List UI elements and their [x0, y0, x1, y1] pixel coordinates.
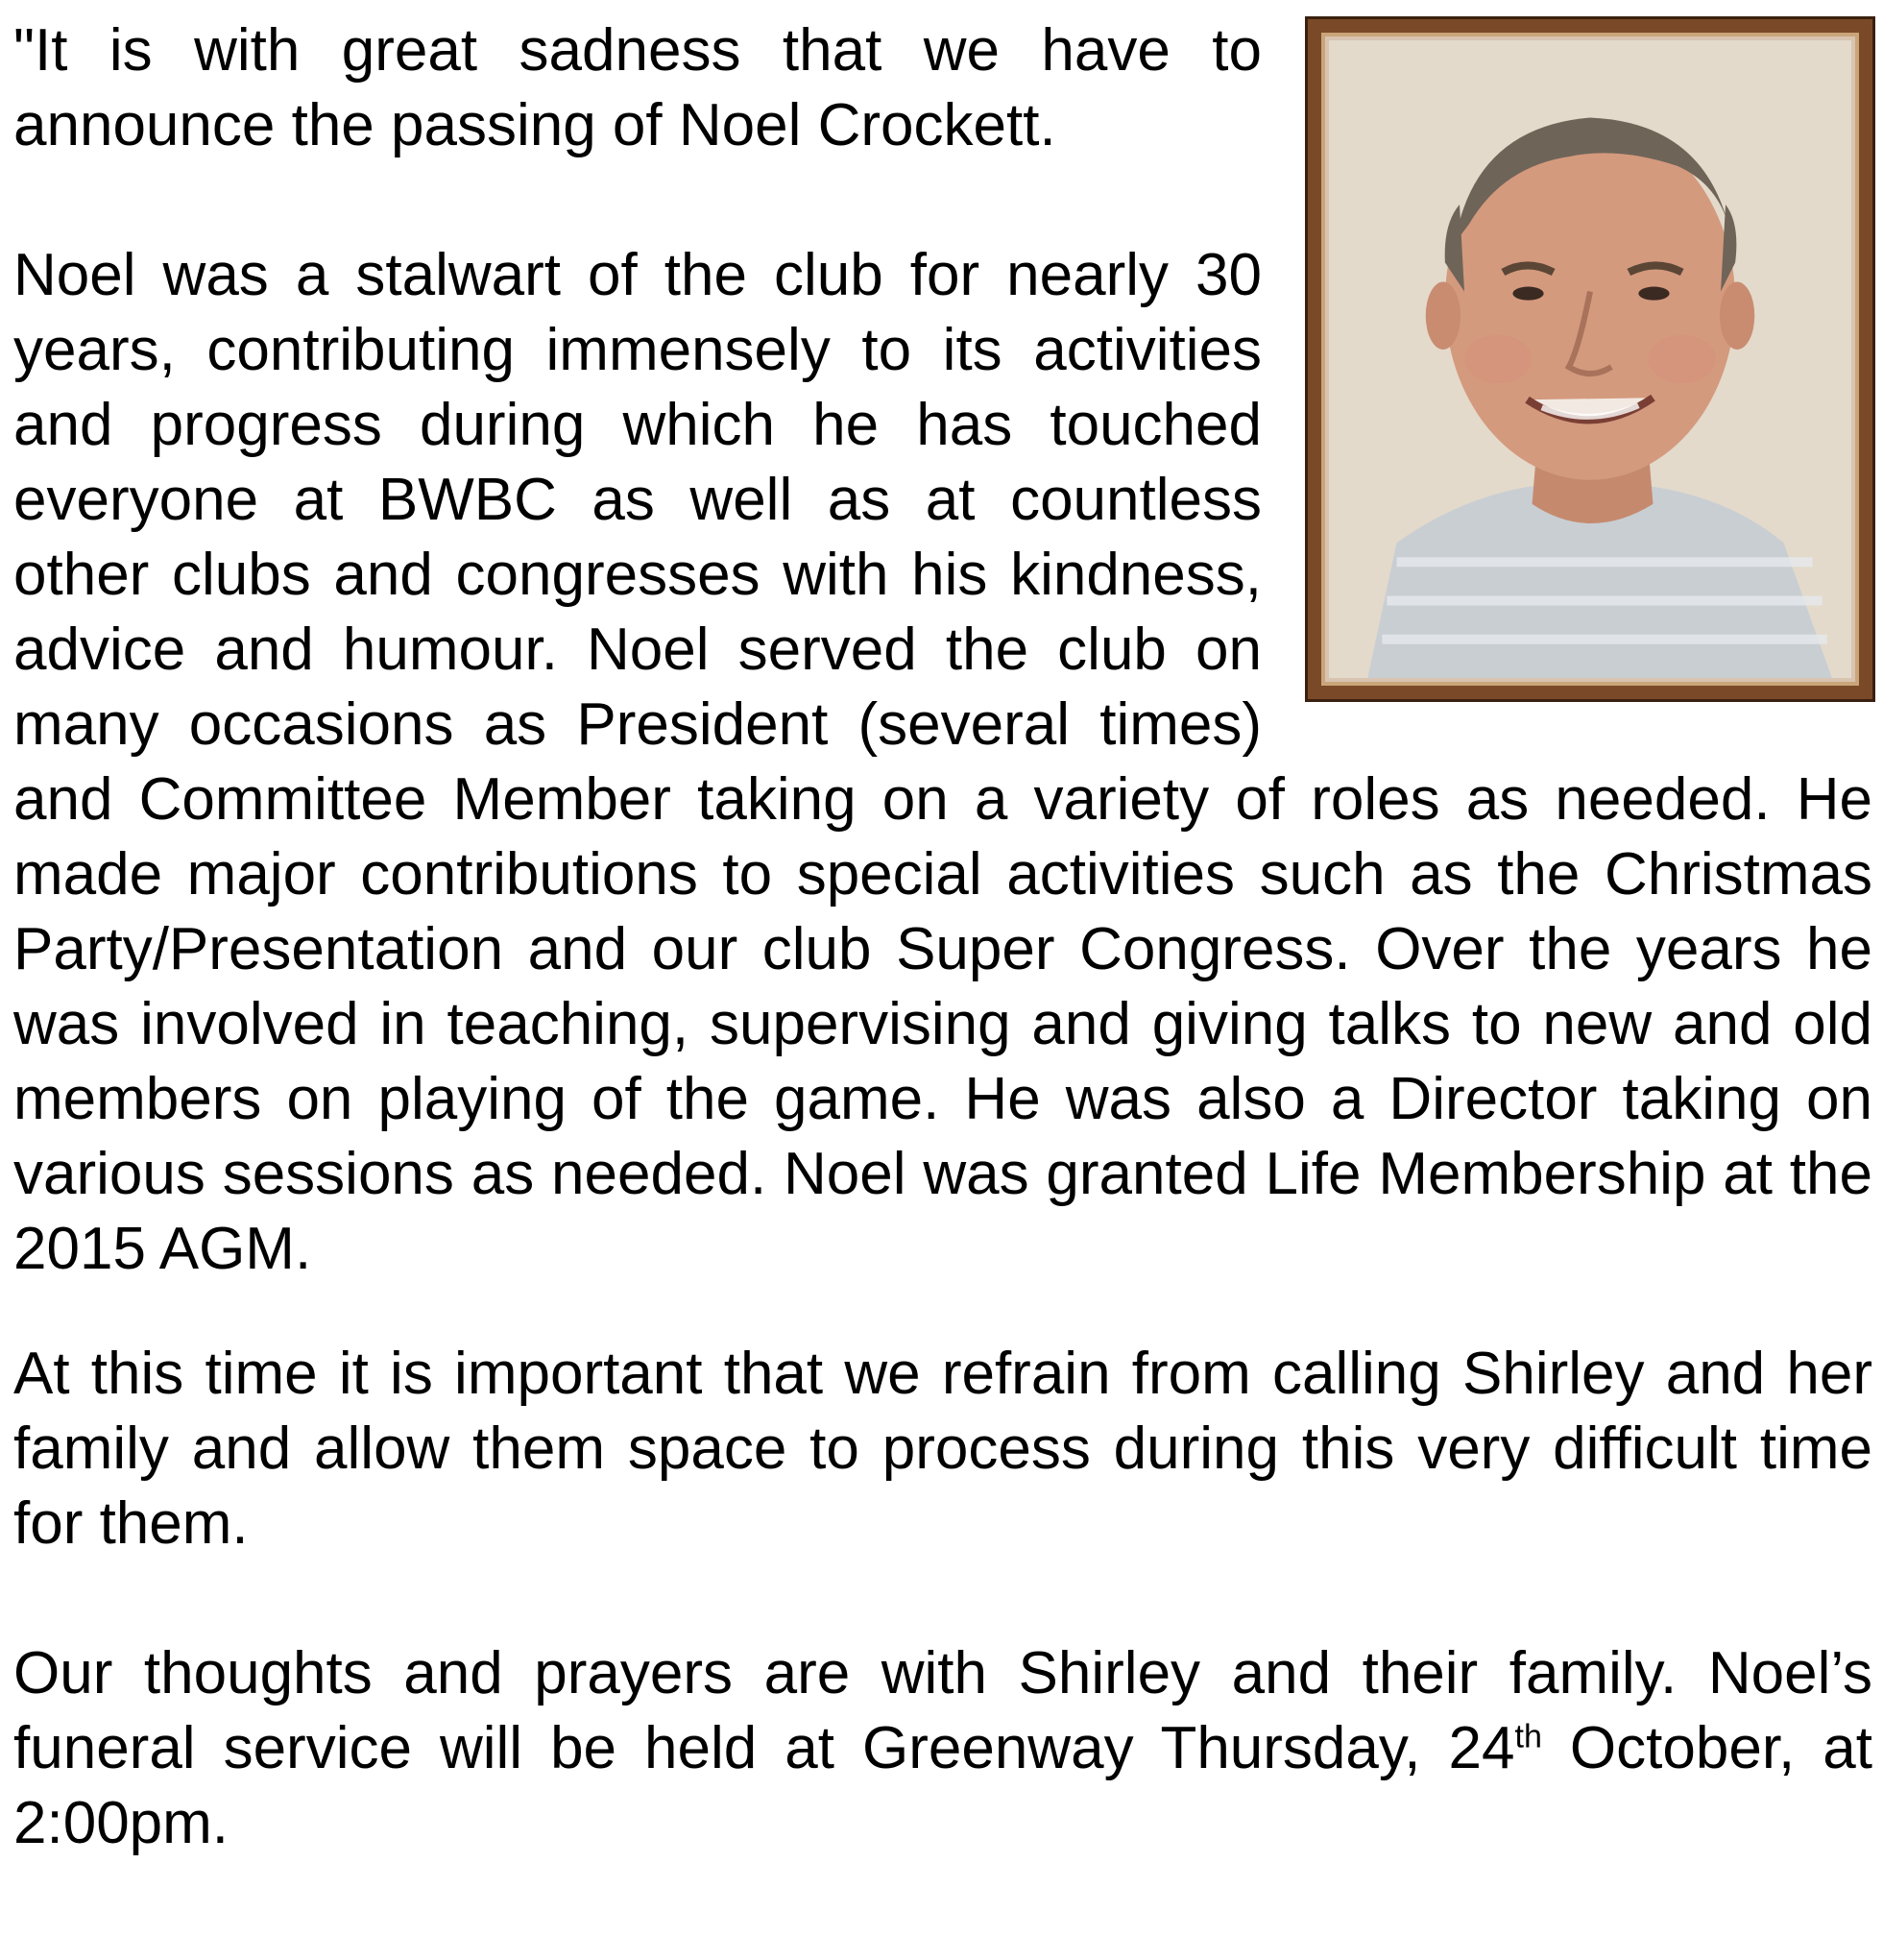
portrait-photo — [1329, 40, 1851, 678]
funeral-paragraph — [13, 1636, 1872, 1861]
funeral-text-start: Our thoughts and prayers are with Shirley and their family. Noel’s funeral service will be held at Greenway Thursday, 24 — [13, 1640, 1872, 1781]
date-ordinal-suffix: th — [1514, 1718, 1542, 1755]
funeral-text-end: October, at 2:00pm. — [13, 1715, 1872, 1856]
tribute-paragraph: Noel was a stalwart of the club for nearly 30 years, contributing immensely to its activities and progress during which he has touched everyone at BWBC as well as at countless other clubs and congresses with his kindness, advice and humour. Noel served the club on many occasions as President (several times) and Committee Member taking on a variety of roles as needed. He made major contributions to special activities such as the Christmas Party/Presentation and our club Super Congress. Over the years he was involved in teaching, supervising and giving talks to new and old members on playing of the game. He was also a Director taking on various sessions as needed. Noel was granted Life Membership at the 2015 AGM. — [13, 242, 1872, 1282]
portrait-frame — [1308, 19, 1872, 699]
request-paragraph: At this time it is important that we refrain from calling Shirley and her family and allow them space to process during this very difficult time for them. — [13, 1341, 1872, 1557]
opening-paragraph: "It is with great sadness that we have to announce the passing of Noel Crockett. — [13, 17, 1262, 158]
obituary-notice — [13, 13, 1872, 1861]
